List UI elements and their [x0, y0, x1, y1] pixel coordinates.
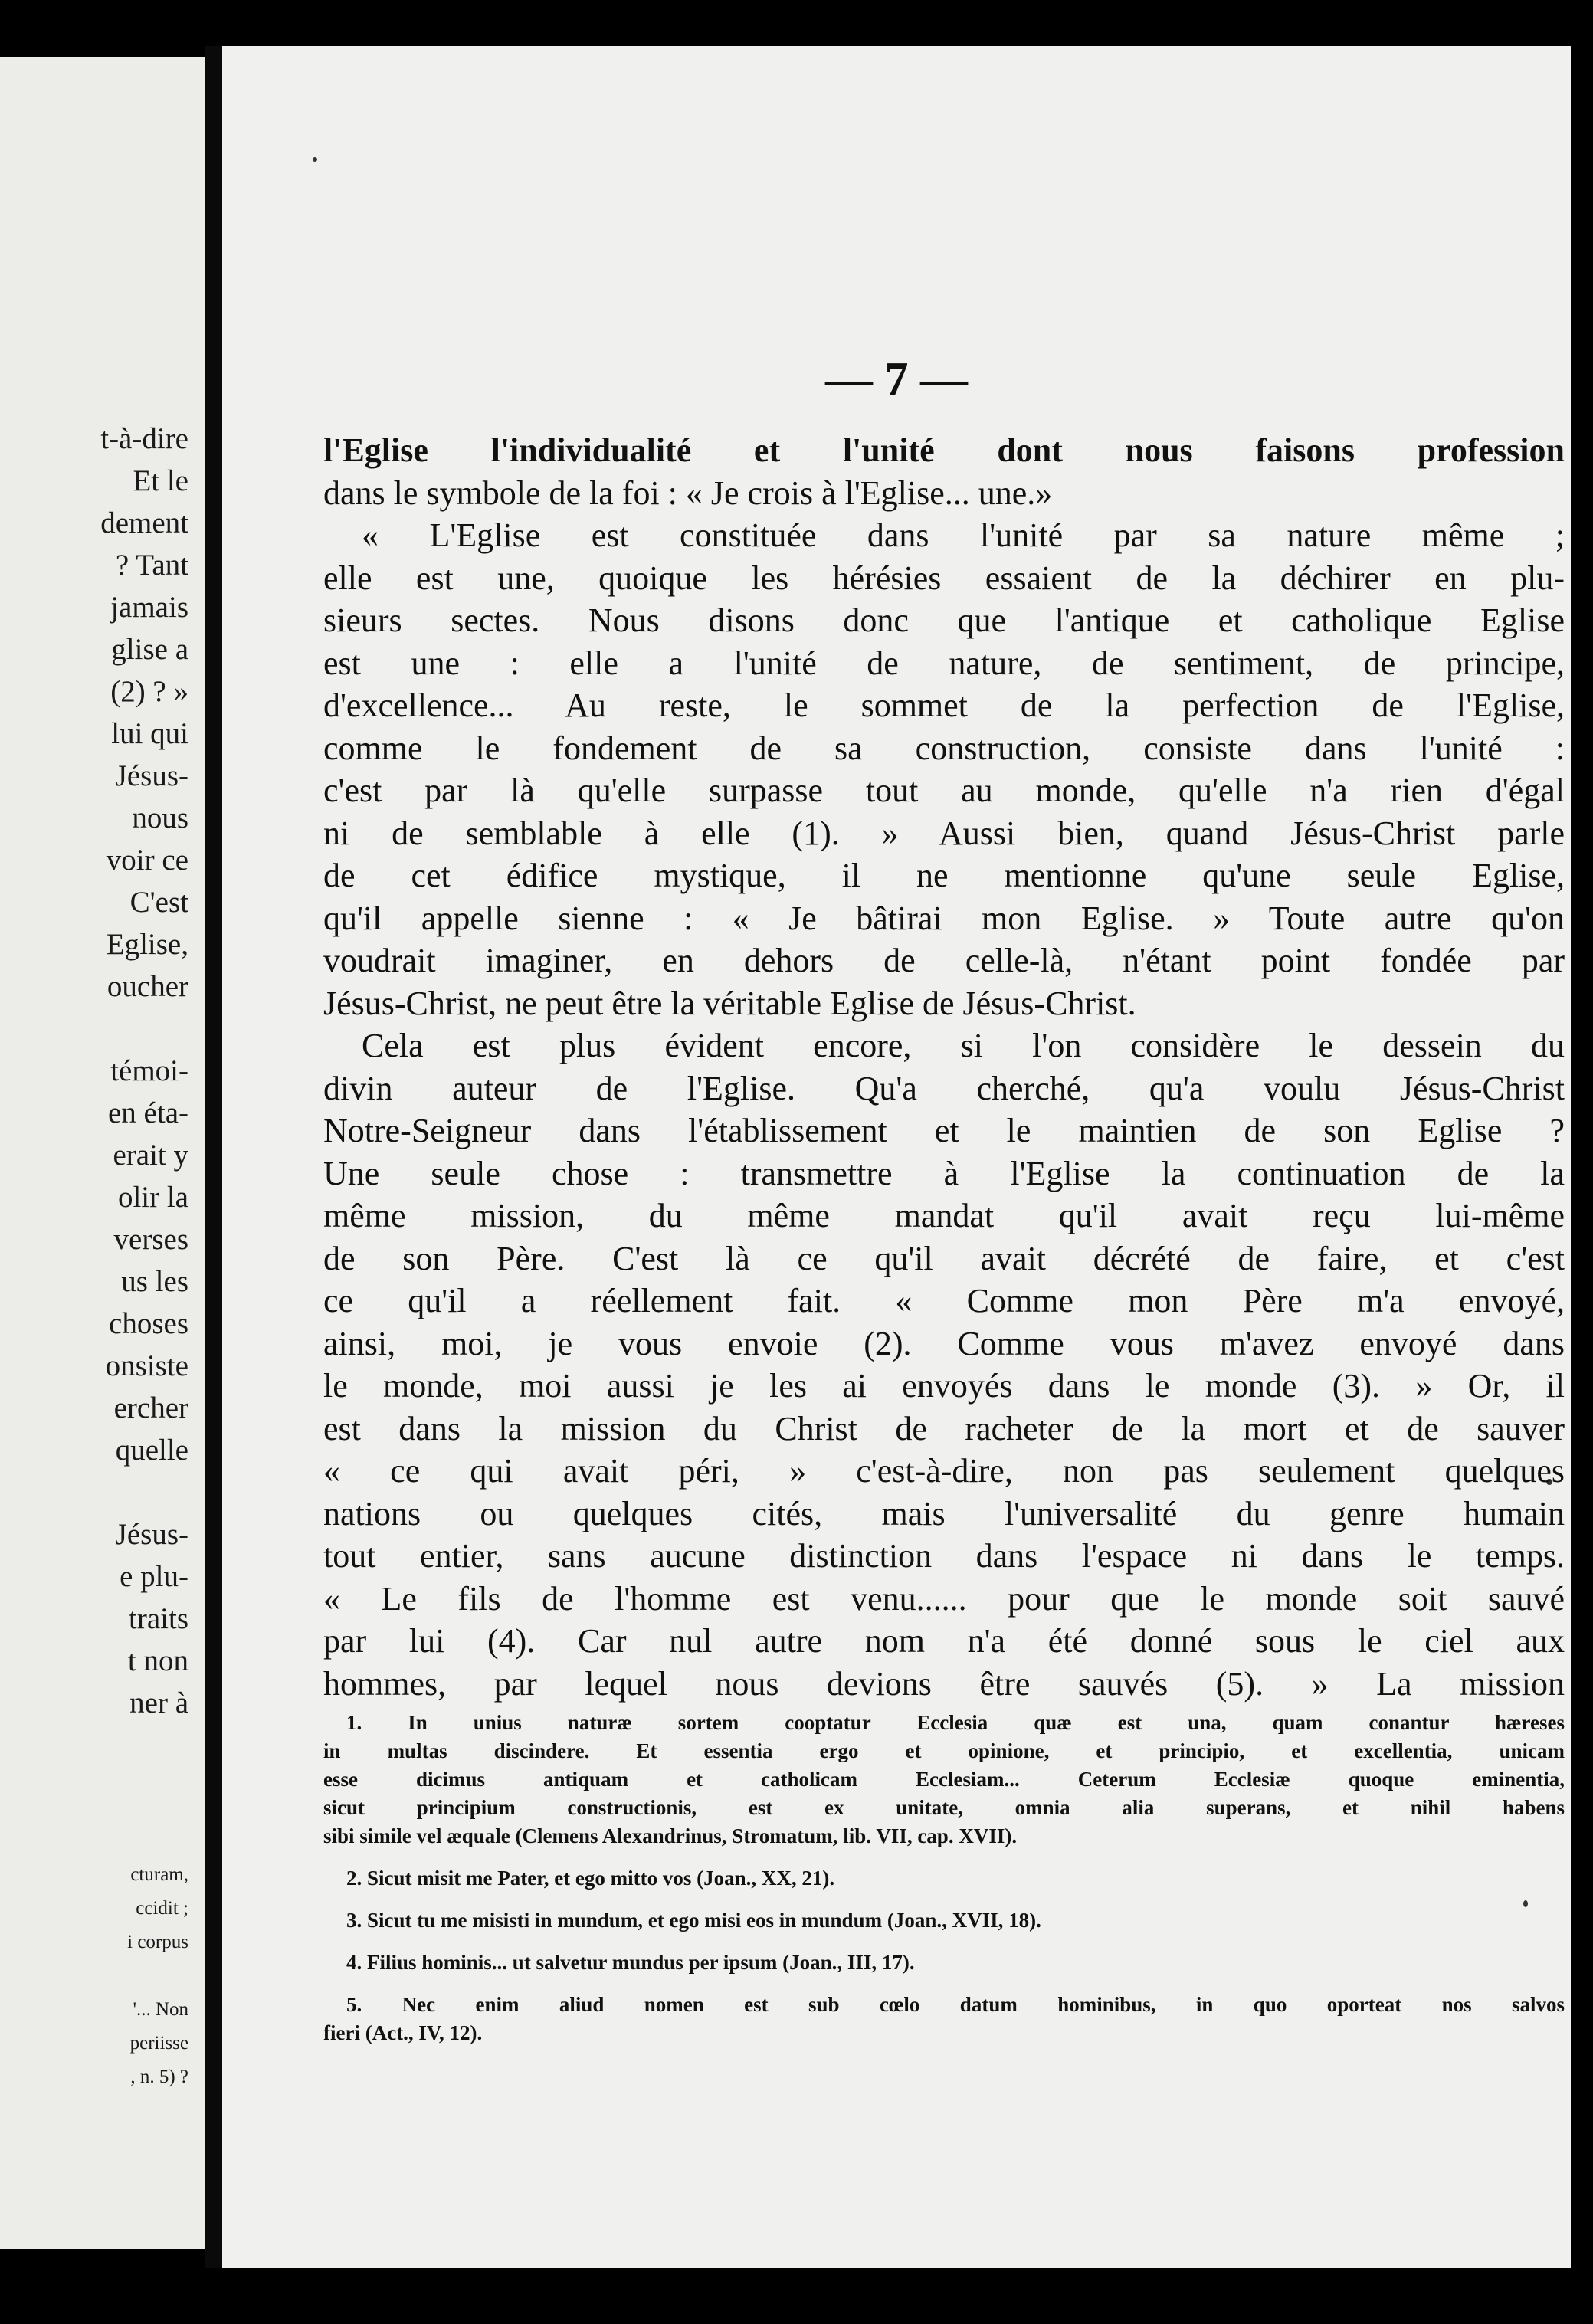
body-line: Une seule chose : transmettre à l'Eglise la continuation de la: [323, 1154, 1565, 1192]
body-line: « Le fils de l'homme est venu...... pour que le monde soit sauvé: [323, 1579, 1565, 1618]
body-line: même mission, du même mandat qu'il avait reçu lui-même: [323, 1197, 1565, 1234]
body-line: par lui (4). Car nul autre nom n'a été donné sous le ciel aux: [323, 1622, 1565, 1660]
left-line: choses: [109, 1307, 188, 1340]
left-line: t-à-dire: [100, 422, 188, 455]
left-line: témoi-: [110, 1054, 188, 1087]
body-line: sieurs sectes. Nous disons donc que l'antique et catholique Eglise: [323, 601, 1565, 639]
body-line: comme le fondement de sa construction, consiste dans l'unité :: [323, 729, 1565, 767]
body-line: hommes, par lequel nous devions être sauvés (5). » La mission: [323, 1664, 1565, 1703]
body-line: voudrait imaginer, en dehors de celle-là, n'étant point fondée par: [323, 942, 1565, 979]
body-line: ni de semblable à elle (1). » Aussi bien, quand Jésus-Christ parle: [323, 814, 1565, 852]
body-line: d'excellence... Au reste, le sommet de la perfection de l'Eglise,: [323, 687, 1565, 724]
left-footnote-line: [127, 1959, 188, 1993]
left-line: jamais: [110, 591, 188, 624]
footnote-line: sicut principium constructionis, est ex unitate, omnia alia superans, et nihil habens: [323, 1796, 1565, 1819]
right-page: [222, 46, 1571, 2268]
left-line: C'est: [129, 886, 188, 919]
left-page-fragment: [0, 57, 205, 2249]
body-line: « ce qui avait péri, » c'est-à-dire, non pas seulement quelques: [323, 1452, 1565, 1490]
left-line: t non: [127, 1644, 188, 1677]
left-line: oucher: [107, 970, 188, 1003]
body-line: Jésus-Christ, ne peut être la véritable Eglise de Jésus-Christ.: [323, 984, 1136, 1022]
left-line: dement: [100, 506, 188, 539]
footnote: [323, 1864, 1565, 1893]
footnote-line: sibi simile vel æquale (Clemens Alexandrinus, Stromatum, lib. VII, cap. XVII).: [323, 1824, 1018, 1847]
body-line: est dans la mission du Christ de racheter de la mort et de sauver: [323, 1409, 1565, 1447]
footnote: [323, 1991, 1565, 2047]
body-line: est une : elle a l'unité de nature, de sentiment, de principe,: [323, 644, 1565, 682]
body-line: divin auteur de l'Eglise. Qu'a cherché, qu'a voulu Jésus-Christ: [323, 1069, 1565, 1107]
book-spine: [205, 46, 222, 2268]
left-line: ercher: [113, 1391, 188, 1424]
left-line: (2) ? »: [110, 675, 188, 708]
body-line: nations ou quelques cités, mais l'universalité du genre humain: [323, 1494, 1565, 1532]
left-line: glise a: [111, 633, 188, 666]
body-line: Cela est plus évident encore, si l'on considère le dessein du: [362, 1027, 1565, 1064]
footnote: [323, 1949, 1565, 1977]
left-line: verses: [113, 1223, 188, 1256]
body-line: Notre-Seigneur dans l'établissement et le maintien de son Eglise ?: [323, 1112, 1565, 1149]
left-footnote-line: cturam,: [130, 1864, 188, 1885]
body-paragraphs: [323, 429, 1565, 1705]
footnote-line: 2. Sicut misit me Pater, et ego mitto vos (Joan., XX, 21).: [346, 1867, 835, 1890]
body-line: c'est par là qu'elle surpasse tout au monde, qu'elle n'a rien d'égal: [323, 772, 1565, 809]
left-line: ner à: [129, 1686, 188, 1719]
left-line: onsiste: [105, 1349, 188, 1382]
left-page-footnotes: [127, 1858, 188, 2094]
body-line: l'Eglise l'individualité et l'unité dont nous faisons profession: [323, 431, 1565, 469]
left-line: traits: [129, 1602, 188, 1635]
footnote-line: 3. Sicut tu me misisti in mundum, et ego misi eos in mundum (Joan., XVII, 18).: [346, 1909, 1041, 1932]
left-line: lui qui: [111, 717, 188, 750]
body-line: tout entier, sans aucune distinction dans l'espace ni dans le temps.: [323, 1537, 1565, 1575]
footnotes: [323, 1709, 1565, 2061]
body-line: le monde, moi aussi je les ai envoyés dans le monde (3). » Or, il: [323, 1367, 1565, 1405]
body-line: ainsi, moi, je vous envoie (2). Comme vous m'avez envoyé dans: [323, 1324, 1565, 1362]
left-line: Eglise,: [106, 928, 188, 961]
left-line: [100, 1008, 188, 1050]
body-line: de son Père. C'est là ce qu'il avait décrété de faire, et c'est: [323, 1239, 1565, 1277]
left-line: erait y: [113, 1139, 188, 1172]
left-line: [100, 1471, 188, 1513]
page-number: — 7 —: [825, 353, 968, 405]
footnote: [323, 1906, 1565, 1935]
footnote-line: 5. Nec enim aliud nomen est sub cœlo datum hominibus, in quo oporteat nos salvos: [346, 1993, 1565, 2016]
footnote-line: esse dicimus antiquam et catholicam Ecclesiam... Ceterum Ecclesiæ quoque eminentia,: [323, 1768, 1565, 1791]
left-line: nous: [132, 801, 188, 834]
left-line: us les: [121, 1265, 188, 1298]
left-footnote-line: i corpus: [127, 1932, 188, 1952]
left-line: quelle: [115, 1434, 188, 1467]
left-footnote-line: ccidit ;: [136, 1898, 188, 1919]
body-line: dans le symbole de la foi : « Je crois à l'Eglise... une.»: [323, 474, 1053, 512]
left-footnote-line: , n. 5) ?: [130, 2067, 188, 2087]
body-line: elle est une, quoique les hérésies essaient de la déchirer en plu-: [323, 559, 1565, 597]
body-line: « L'Eglise est constituée dans l'unité par sa nature même ;: [362, 516, 1565, 554]
left-line: Jésus-: [115, 1518, 188, 1551]
body-line: de cet édifice mystique, il ne mentionne qu'une seule Eglise,: [323, 857, 1565, 894]
left-footnote-line: '... Non: [133, 1999, 188, 2020]
left-page-text: [100, 418, 188, 1724]
left-footnote-line: periisse: [129, 2033, 188, 2054]
footnote-line: 4. Filius hominis... ut salvetur mundus per ipsum (Joan., III, 17).: [346, 1951, 915, 1974]
left-line: Jésus-: [115, 759, 188, 792]
speck: [313, 157, 317, 162]
footnote-line: in multas discindere. Et essentia ergo et opinione, et principio, et excellentia, unicam: [323, 1739, 1565, 1762]
body-line: qu'il appelle sienne : « Je bâtirai mon Eglise. » Toute autre qu'on: [323, 899, 1565, 937]
left-line: voir ce: [106, 844, 188, 877]
left-line: olir la: [117, 1181, 188, 1214]
footnote-line: 1. In unius naturæ sortem cooptatur Ecclesia quæ est una, quam conantur hæreses: [346, 1711, 1565, 1734]
left-line: ? Tant: [115, 549, 188, 582]
left-line: Et le: [133, 464, 188, 497]
body-line: ce qu'il a réellement fait. « Comme mon Père m'a envoyé,: [323, 1282, 1565, 1319]
left-line: e plu-: [120, 1560, 188, 1593]
footnote: [323, 1709, 1565, 1850]
left-line: en éta-: [107, 1096, 188, 1129]
footnote-line: fieri (Act., IV, 12).: [323, 2021, 483, 2044]
